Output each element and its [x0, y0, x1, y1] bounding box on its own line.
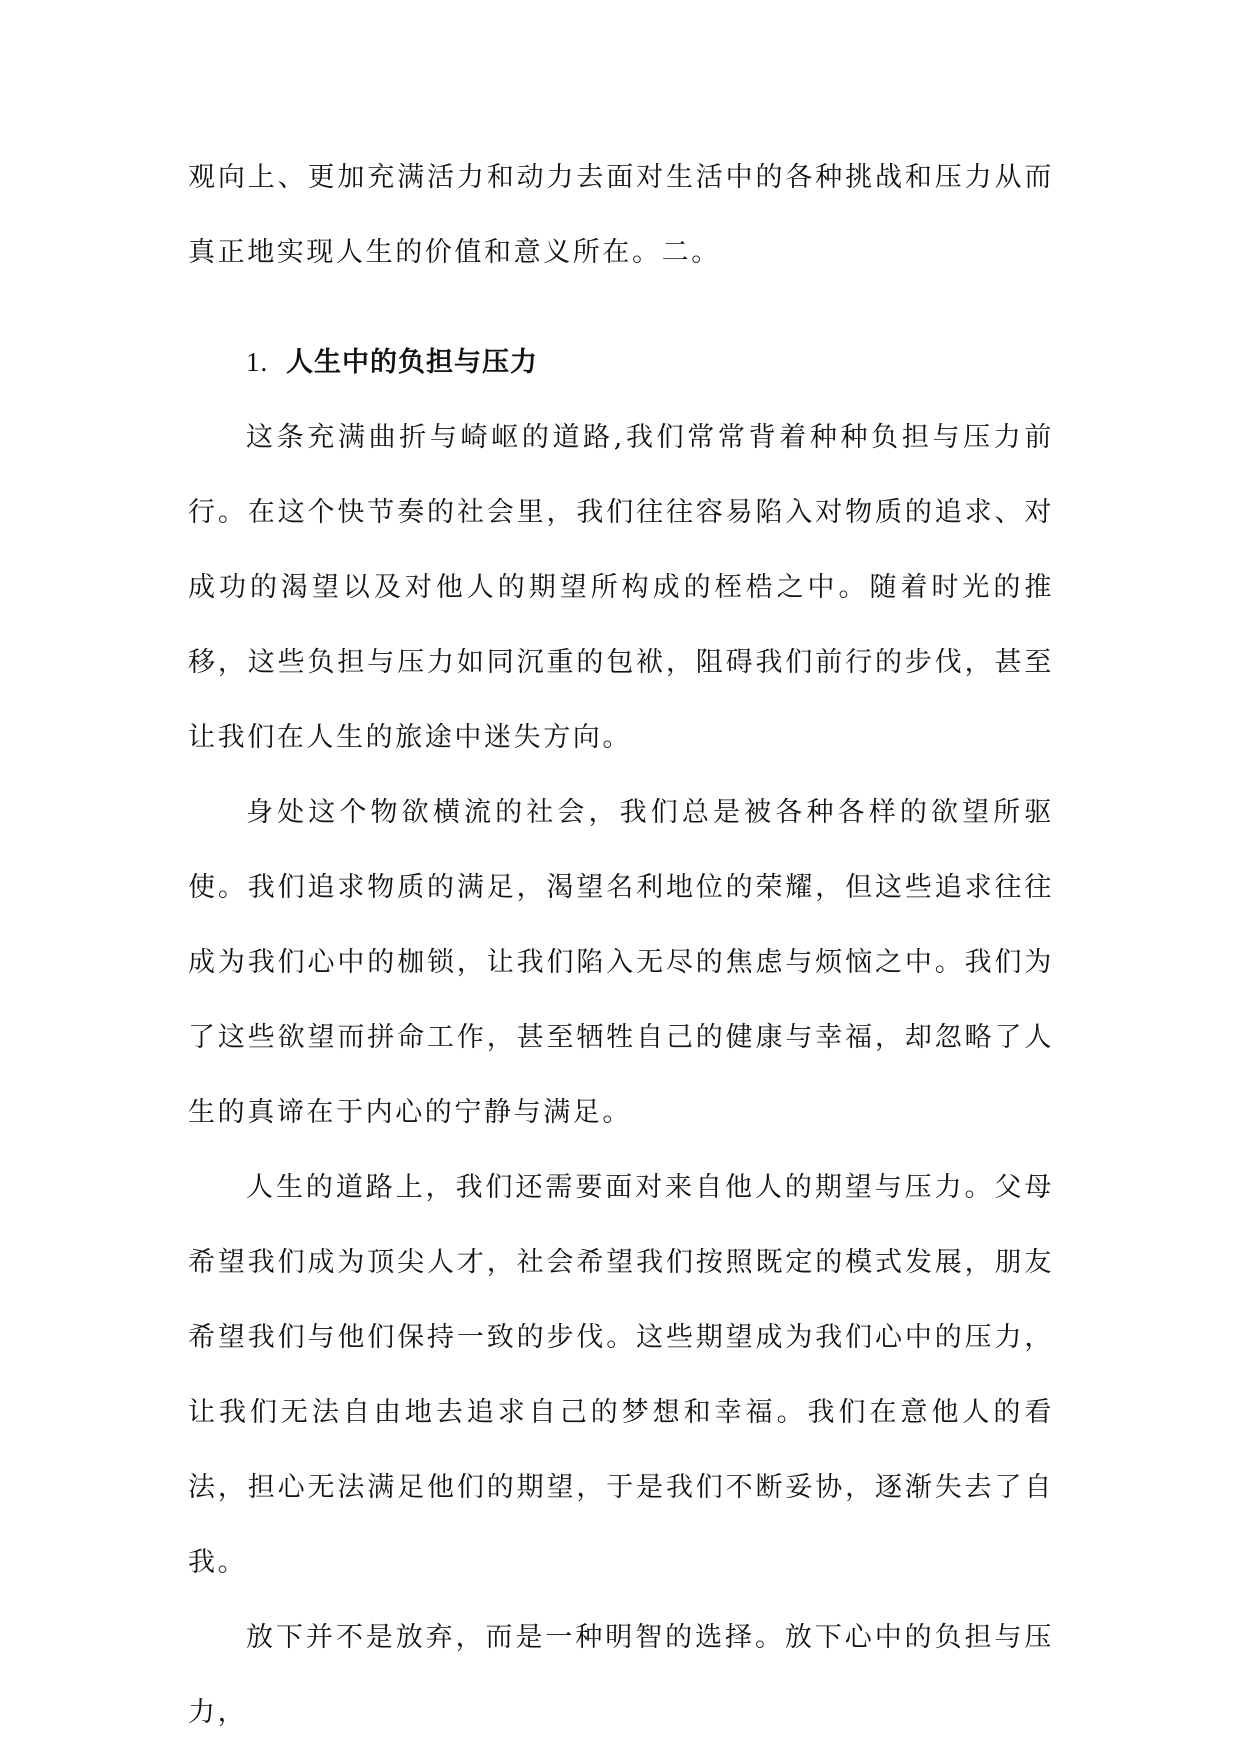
- body-paragraph-4: 放下并不是放弃，而是一种明智的选择。放下心中的负担与压力，: [188, 1622, 1054, 1728]
- body-paragraph-2: 身处这个物欲横流的社会，我们总是被各种各样的欲望所驱使。我们追求物质的满足，渴望名利地位的荣耀，但这些追求往往成为我们心中的枷锁，让我们陷入无尽的焦虑与烦恼之中。我们为了这些欲望而拼命工作，甚至牺牲自己的健康与幸福，却忽略了人生的真谛在于内心的宁静与满足。: [188, 797, 1054, 1128]
- body-paragraph-3: 人生的道路上，我们还需要面对来自他人的期望与压力。父母希望我们成为顶尖人才，社会希望我们按照既定的模式发展，朋友希望我们与他们保持一致的步伐。这些期望成为我们心中的压力，让我们无法自由地去追求自己的梦想和幸福。我们在意他人的看法，担心无法满足他们的期望，于是我们不断妥协，逐渐失去了自我。: [188, 1172, 1054, 1578]
- section-title: 人生中的负担与压力: [286, 347, 538, 378]
- body-paragraph-1: 这条充满曲折与崎岖的道路,我们常常背着种种负担与压力前行。在这个快节奏的社会里，我们往往容易陷入对物质的追求、对成功的渴望以及对他人的期望所构成的桎梏之中。随着时光的推移，这些负担与压力如同沉重的包袱，阻碍我们前行的步伐，甚至让我们在人生的旅途中迷失方向。: [188, 422, 1054, 753]
- section-heading: [188, 325, 1054, 400]
- document-body: [188, 140, 1054, 1750]
- continuation-paragraph: 观向上、更加充满活力和动力去面对生活中的各种挑战和压力从而真正地实现人生的价值和意义所在。二。: [188, 162, 1054, 268]
- section-number: 1.: [246, 347, 269, 377]
